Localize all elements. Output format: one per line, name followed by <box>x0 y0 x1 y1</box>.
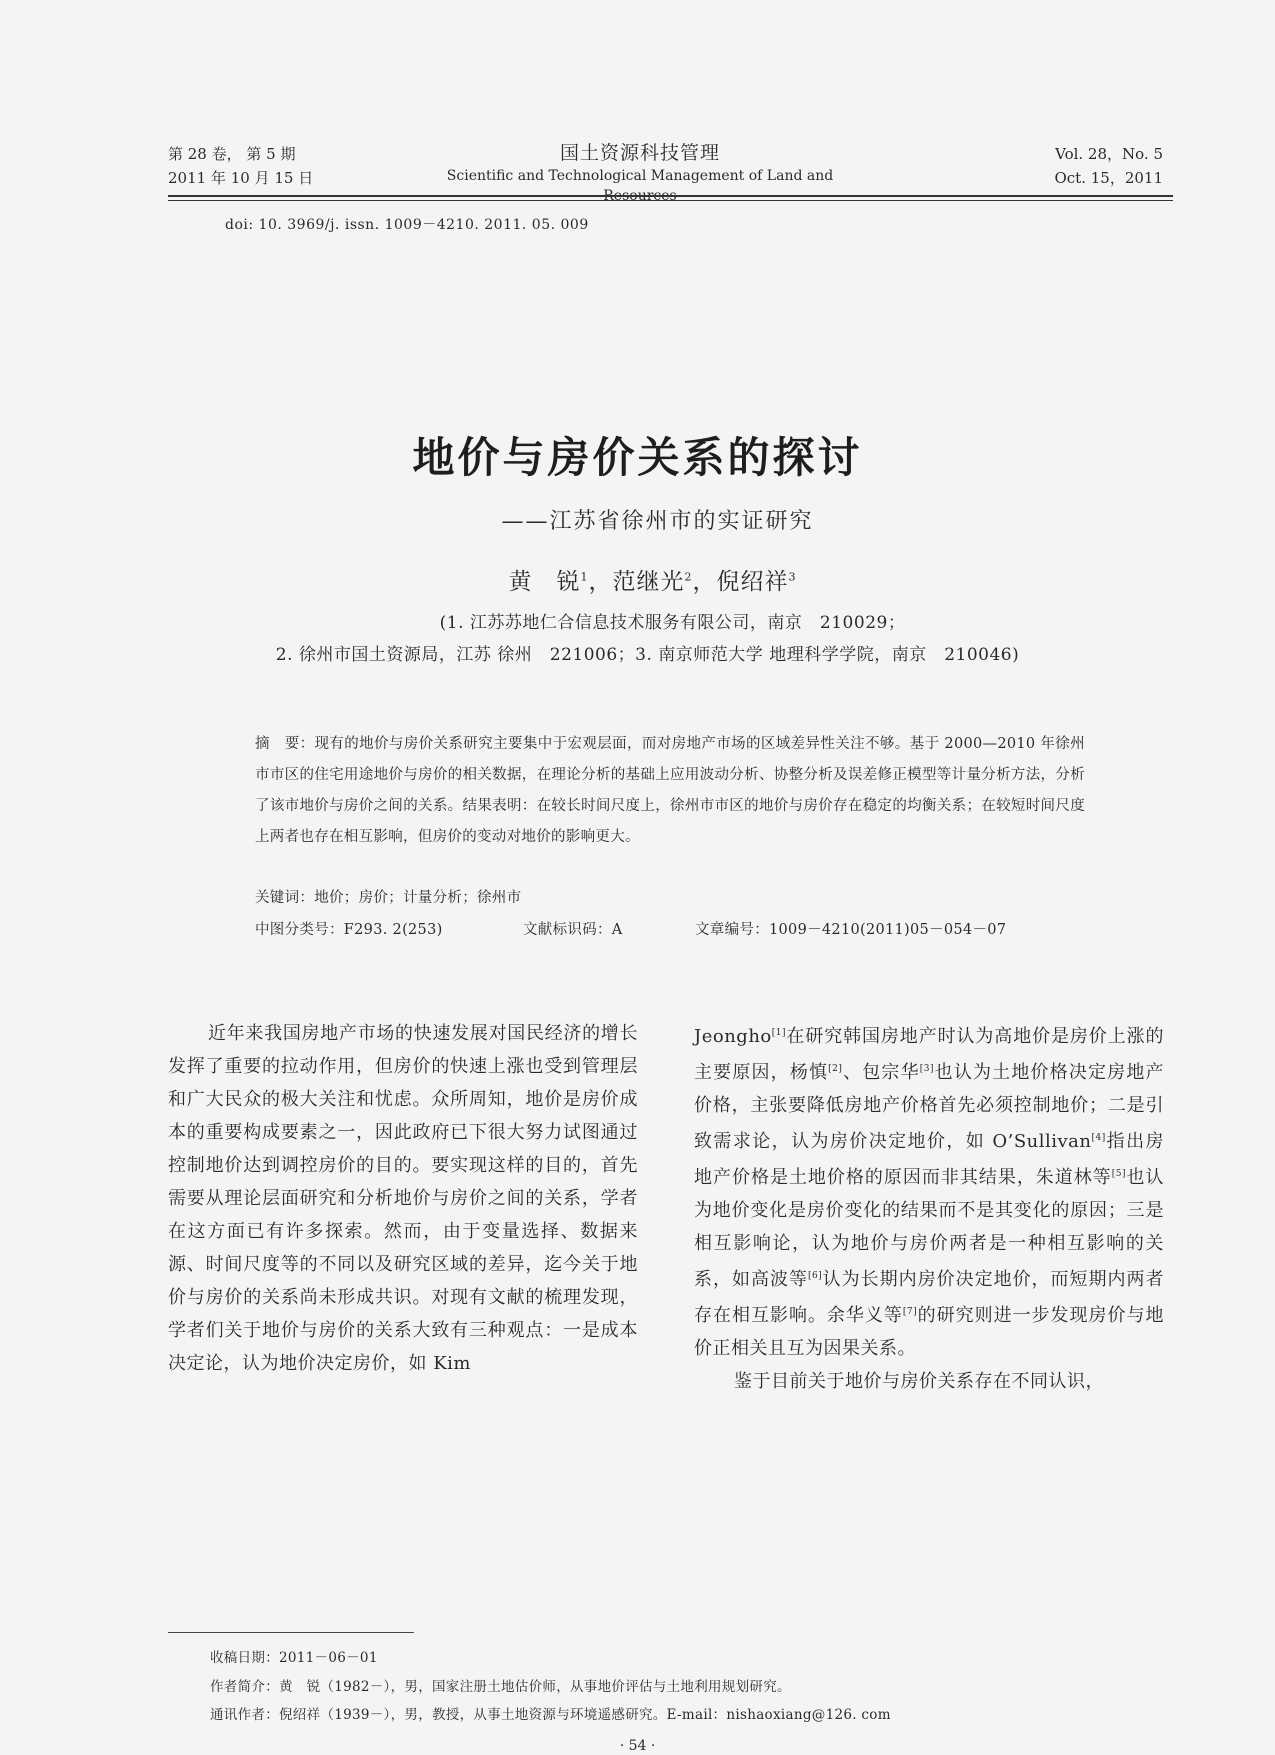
author-separator: ， <box>692 569 717 595</box>
text-run: Jeongho <box>694 1026 772 1047</box>
running-header-right <box>1054 142 1163 190</box>
paper-subtitle: ——江苏省徐州市的实证研究 <box>501 509 814 534</box>
author-list <box>0 563 1275 596</box>
citation-1[interactable]: [1] <box>771 1028 786 1038</box>
page-number: · 54 · <box>619 1738 656 1754</box>
doi: doi: 10. 3969/j. issn. 1009－4210. 2011. 05. 009 <box>225 217 589 233</box>
citation-7[interactable]: [7] <box>902 1307 918 1317</box>
body-column-right <box>694 1017 1164 1398</box>
journal-name-cn: 国土资源科技管理 <box>559 142 720 164</box>
citation-4[interactable]: [4] <box>1091 1133 1106 1143</box>
author-3-affiliation-mark: 3 <box>788 570 797 584</box>
date-cn: 2011 年 10 月 15 日 <box>168 169 314 187</box>
abstract: 摘 要：现有的地价与房价关系研究主要集中于宏观层面，而对房地产市场的区域差异性关注不够。基于 2000—2010 年徐州市市区的住宅用途地价与房价的相关数据，在理论分析的基础上应用波动分析、协整分析及误差修正模型等计量分析方法，分析了该市地价与房价之间的关系。结果表明：在较长时间尺度上，徐州市市区的地价与房价存在稳定的均衡关系；在较短时间尺度上两者也存在相互影响，但房价的变动对地价的影响更大。 <box>255 736 1085 845</box>
citation-3[interactable]: [3] <box>919 1064 935 1074</box>
header-rule-thick <box>168 195 1173 197</box>
footnote-rule <box>168 1632 414 1633</box>
text-run: 认为长期内房价决定地价，而短期内两者存在相互影响。余华义等 <box>694 1269 1164 1326</box>
text-run: 也认为土地价格决定房地产价格，主张要降低房地产价格首先必须控制地价；二是引致需求论，认为房价决定地价，如 O’Sullivan <box>694 1062 1165 1152</box>
article-number: 文章编号：1009－4210(2011)05－054－07 <box>695 922 1007 938</box>
text-run: 的研究则进一步发现房价与地价正相关且互为因果关系。 <box>694 1305 1165 1359</box>
text-run: 也认为地价变化是房价变化的结果而不是其变化的原因；三是相互影响论，认为地价与房价两者是一种相互影响的关系，如高波等 <box>694 1167 1165 1290</box>
text-run: 在研究韩国房地产时认为高地价是房价上涨的主要原因，杨慎 <box>694 1026 1164 1083</box>
body-column-left <box>168 1017 638 1380</box>
author-3: 倪绍祥 <box>716 569 789 595</box>
author-1-affiliation-mark: 1 <box>580 570 589 584</box>
volume-issue-en: Vol. 28，No. 5 <box>1055 145 1163 163</box>
author-separator: ， <box>588 569 613 595</box>
citation-5[interactable]: [5] <box>1111 1169 1127 1179</box>
intro-paragraph-continued <box>694 1017 1164 1365</box>
citation-2[interactable]: [2] <box>828 1064 843 1074</box>
text-run: 指出房地产价格是土地价格的原因而非其结果，朱道林等 <box>694 1131 1165 1188</box>
clc-number: 中图分类号：F293. 2(253) <box>255 922 443 938</box>
date-en: Oct. 15，2011 <box>1054 169 1163 187</box>
footnote-author-bio: 作者简介：黄 锐（1982－），男，国家注册土地估价师，从事地价评估与土地利用规划研究。 <box>210 1679 791 1695</box>
text-run: 、包宗华 <box>842 1062 920 1083</box>
author-1: 黄 锐 <box>508 569 581 595</box>
citation-6[interactable]: [6] <box>807 1271 823 1281</box>
document-code: 文献标识码：A <box>523 922 623 938</box>
affiliation-line-2: 2. 徐州市国土资源局，江苏 徐州 221006；3. 南京师范大学 地理科学学院，南京 210046) <box>275 645 1020 665</box>
paper-title: 地价与房价关系的探讨 <box>412 433 863 482</box>
author-2-affiliation-mark: 2 <box>684 570 693 584</box>
volume-issue-cn: 第 28 卷， 第 5 期 <box>168 145 296 163</box>
intro-paragraph: 近年来我国房地产市场的快速发展对国民经济的增长发挥了重要的拉动作用，但房价的快速上涨也受到管理层和广大民众的极大关注和忧虑。众所周知，地价是房价成本的重要构成要素之一，因此政府已下很大努力试图通过控制地价达到调控房价的目的。要实现这样的目的，首先需要从理论层面研究和分析地价与房价之间的关系，学者在这方面已有许多探索。然而，由于变量选择、数据来源、时间尺度等的不同以及研究区域的差异，迄今关于地价与房价的关系尚未形成共识。对现有文献的梳理发现，学者们关于地价与房价的关系大致有三种观点：一是成本决定论，认为地价决定房价，如 Kim <box>168 1023 638 1374</box>
running-header-left <box>168 142 313 190</box>
affiliation-line-1: (1. 江苏苏地仁合信息技术服务有限公司，南京 210029； <box>439 613 906 633</box>
second-paragraph: 鉴于目前关于地价与房价关系存在不同认识， <box>734 1371 1104 1392</box>
footnote-corresponding: 通讯作者：倪绍祥（1939－），男，教授，从事土地资源与环境遥感研究。E-mail：nishaoxiang@126. com <box>210 1707 891 1723</box>
author-2: 范继光 <box>612 569 685 595</box>
footnote-received: 收稿日期：2011－06－01 <box>210 1650 378 1666</box>
keywords: 关键词：地价；房价；计量分析；徐州市 <box>255 890 522 906</box>
journal-name-en: Scientific and Technological Management of Land and Resources <box>446 168 834 204</box>
header-rule-thin <box>168 200 1173 201</box>
